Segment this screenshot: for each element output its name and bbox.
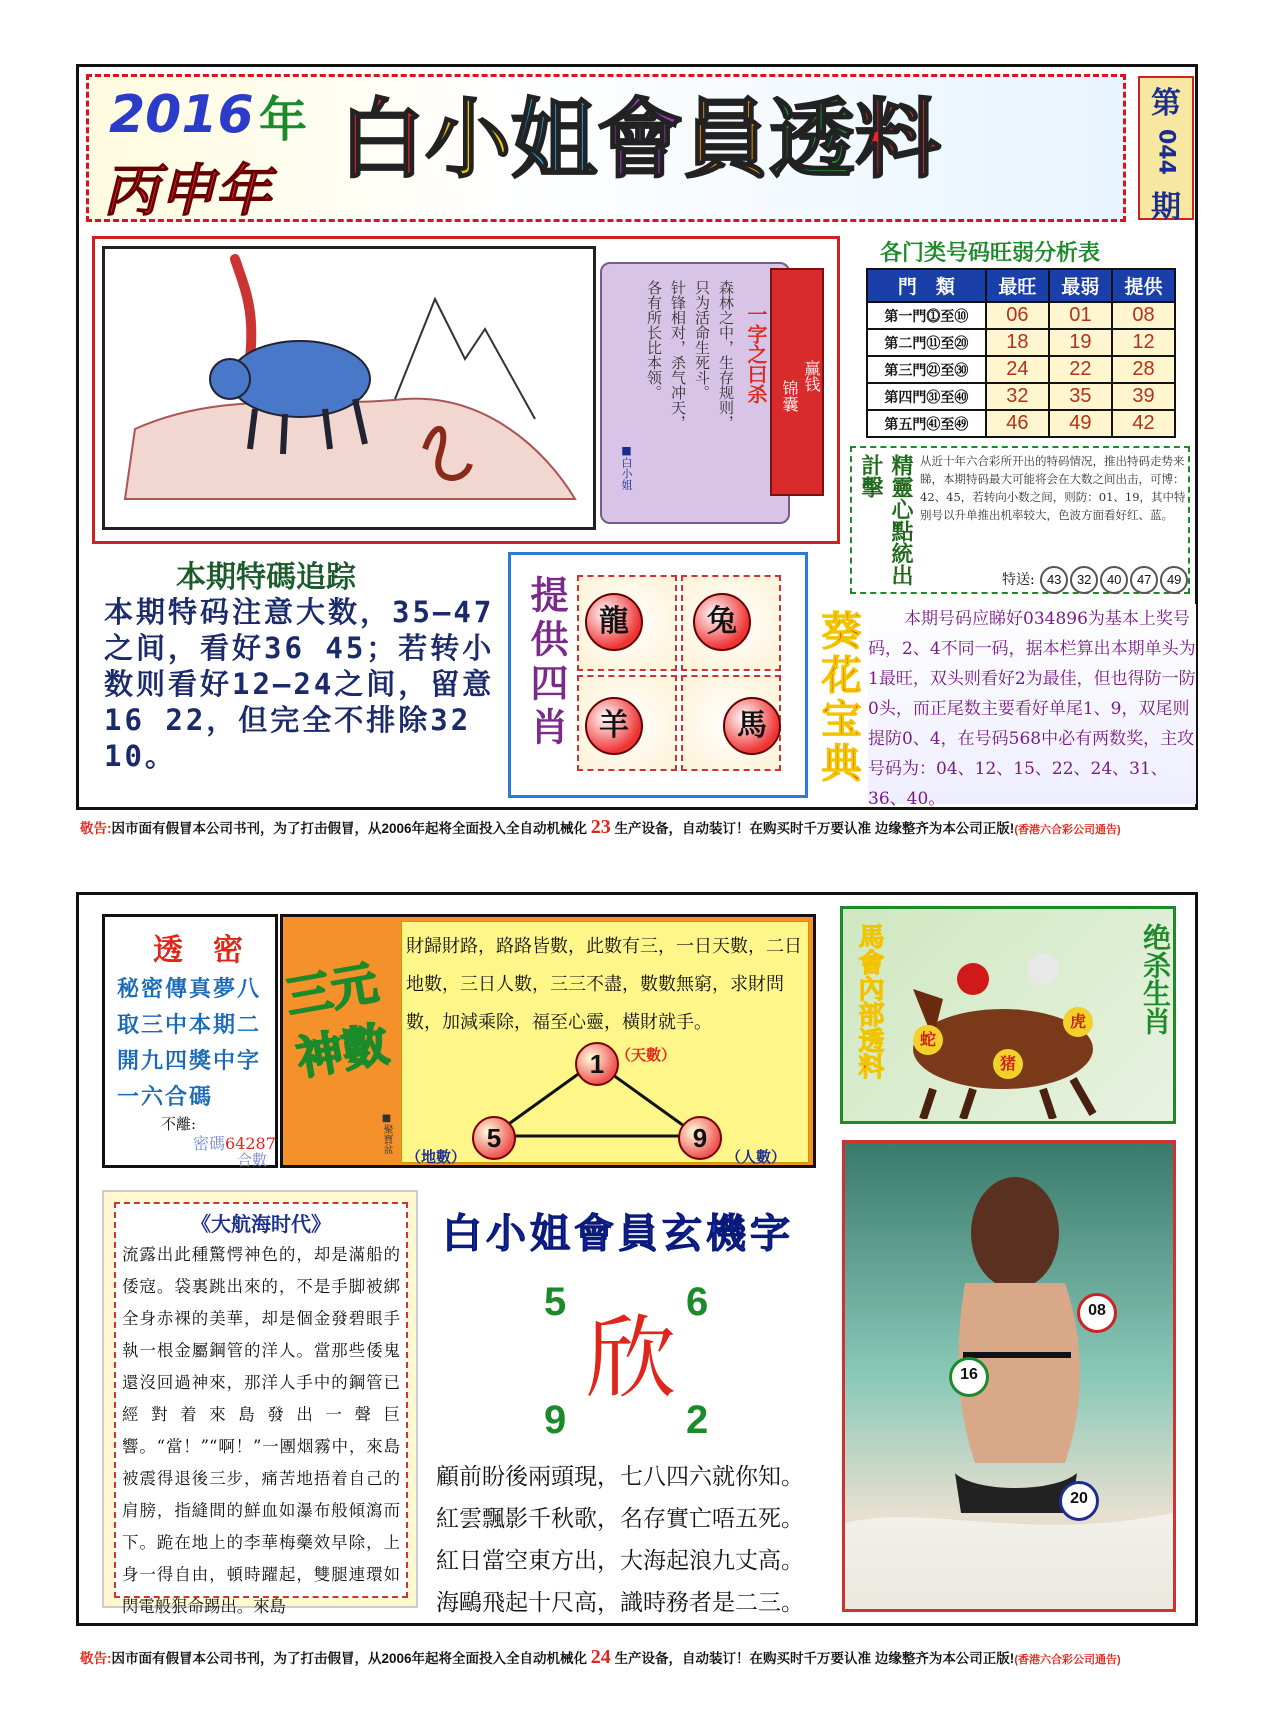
mystery-num-bl: 9 [544, 1398, 567, 1442]
issue-suffix: 期 [1151, 190, 1181, 225]
special-row [1002, 566, 1189, 594]
special-ball: 49 [1160, 566, 1188, 594]
zodiac-goat: 羊 [585, 697, 643, 755]
row-label: 第五門㊶至㊾ [867, 410, 986, 437]
beach-photo [842, 1140, 1176, 1612]
horse-tag-snake: 蛇 [913, 1025, 943, 1055]
special-ball: 47 [1130, 566, 1158, 594]
title-char-4: 會 [597, 90, 683, 190]
horse-side-left: 馬會內部透料 [854, 923, 884, 1079]
cell-min: 49 [1049, 410, 1112, 437]
secret-box [102, 914, 278, 1168]
secret-code-label: 密碼 [193, 1134, 226, 1153]
four-zodiac-box [508, 552, 808, 798]
secret-text: 秘密傳真夢八取三中本期二開九四獎中字一六合碼 [117, 976, 262, 1110]
bag-label-right: 赢钱 [802, 360, 821, 392]
scroll-line-1: 森林之中，生存规则， [717, 280, 735, 430]
table-row [867, 329, 1175, 356]
title-char-7: 料 [855, 90, 941, 190]
warning-tail: (香港六合彩公司通告) [1014, 824, 1121, 836]
year-label: 2016 [109, 85, 254, 145]
mystery-num-tl: 5 [544, 1280, 567, 1324]
zodiac-horse: 馬 [723, 697, 781, 755]
tracking-text: 本期特码注意大数，35—47之间，看好36 45；若转小数则看好12—24之间，留意16 22，但完全不排除32 10。 [104, 595, 495, 773]
poem-line-2: 紅雲飄影千秋歌，名存實亡唔五死。 [436, 1506, 804, 1532]
title-char-5: 員 [683, 90, 769, 190]
row-label: 第二門⑪至⑳ [867, 329, 986, 356]
horse-tag-pig: 猪 [993, 1049, 1023, 1079]
table-row [867, 302, 1175, 329]
table-row [867, 383, 1175, 410]
mystery-poem [436, 1456, 836, 1624]
poem-line-4: 海鷗飛起十尺高，識時務者是二三。 [436, 1590, 804, 1616]
photo-ball-08: 08 [1077, 1293, 1117, 1333]
number-ball-right: 9 [678, 1116, 722, 1160]
mystery-title: 白小姐會員玄機字 [442, 1210, 794, 1257]
zodiac-dragon: 龍 [585, 593, 643, 651]
row-label: 第四門㉛至㊵ [867, 383, 986, 410]
zodiac-cell-horse [681, 675, 781, 771]
title-char-3: 姐 [511, 90, 597, 190]
number-ball-top: 1 [575, 1042, 619, 1086]
poem-line-3: 紅日當空東方出，大海起浪九丈高。 [436, 1548, 804, 1574]
cell-max: 06 [986, 302, 1049, 329]
sunflower-text: 本期号码应睇好034896为基本上奖号码，2、4不同一码，据本栏算出本期单头为1最旺，双头则看好2为最佳，但也得防一防0头，而正尾数主要看好单尾1、9，双尾则提防0、4，在号码568中必有两数奖，主攻号码为：04、12、15、22、24、31、36、40。 [868, 604, 1196, 804]
photo-ball-20: 20 [1059, 1481, 1099, 1521]
col-min: 最弱 [1049, 269, 1112, 302]
page-title [339, 90, 1119, 190]
cell-min: 22 [1049, 356, 1112, 383]
cell-min: 35 [1049, 383, 1112, 410]
secret-buli: 不離: [161, 1115, 197, 1133]
scroll-text [642, 280, 738, 500]
warning-text-a: 因市面有假冒本公司书刊，为了打击假冒，从2006年起将全面投入全自动机械化 [111, 821, 588, 836]
cell-give: 12 [1112, 329, 1175, 356]
col-give: 提供 [1112, 269, 1175, 302]
cell-max: 32 [986, 383, 1049, 410]
nian-label: 年 [259, 92, 308, 148]
zodiac-cell-dragon [577, 575, 677, 671]
story-inner [114, 1202, 408, 1616]
ox-snake-illustration [102, 246, 596, 530]
precise-text: 从近十年六合彩所开出的特码情况，推出特码走势来睇，本期特码最大可能将会在大数之间出击，可博：42、45，若转向小数之间，则防：01、19，其中特别号以升单推出机率较大，色波方面看好红、蓝。 [920, 454, 1186, 522]
zodiac-cell-rabbit [681, 575, 781, 671]
four-zodiac-label: 提供四肖 [524, 575, 569, 751]
analysis-table [866, 268, 1176, 438]
secret-code-value: 64287 [225, 1134, 276, 1153]
special-ball: 43 [1040, 566, 1068, 594]
label-tian: （天數） [616, 1046, 677, 1064]
horse-box [840, 906, 1176, 1124]
scroll-line-3: 针锋相对，杀气冲天， [669, 280, 687, 430]
cell-give: 39 [1112, 383, 1175, 410]
photo-ball-16: 16 [949, 1357, 989, 1397]
col-max: 最旺 [986, 269, 1049, 302]
mystery-char: 欣 [586, 1306, 676, 1411]
sanyuan-poem: 財歸財路，路路皆數，此數有三，一日天數，二日地數，三日人數，三三不盡，數數無窮，求財問數，加減乘除，福至心靈，橫財就手。 [406, 936, 802, 1033]
story-text: 流露出此種驚愕神色的，却是滿船的倭寇。袋裏跳出來的，不是手脚被綁全身赤裸的美華，却是個金發碧眼手執一根金屬鋼管的洋人。當那些倭鬼還沒回過神來，那洋人手中的鋼管已經對着來島發出一聲巨響。“當！”“啊！”一團烟霧中，來島被震得退後三步，痛苦地捂着自己的肩膀，指縫間的鮮血如瀑布般傾瀉而下。跪在地上的李華梅藥效早除，上身一得自由，頓時躍起，雙腿連環如閃電般狠命踢出。來島 [122, 1245, 400, 1616]
issue-prefix: 第 [1151, 86, 1181, 121]
secret-sum: 合數 [237, 1151, 268, 1169]
warning-text-b: 生产设备，自动装订！在购买时千万要认准 边缘整齐为本公司正版! [614, 821, 1015, 836]
warning-notice-1 [80, 816, 1196, 839]
zodiac-cell-goat [577, 675, 677, 771]
table-row [867, 410, 1175, 437]
warning-notice-2 [80, 1646, 1196, 1669]
title-char-6: 透 [769, 90, 855, 190]
title-char-1: 白 [339, 90, 425, 190]
tracking-title: 本期特碼追踪 [176, 560, 356, 595]
row-label: 第一門⓵至⑩ [867, 302, 986, 329]
sanyuan-title: 三元神數 [281, 955, 393, 1086]
cell-min: 01 [1049, 302, 1112, 329]
analysis-title: 各门类号码旺弱分析表 [880, 240, 1101, 266]
page-number: 24 [590, 1646, 611, 1668]
horse-side-right: 绝杀生肖 [1139, 923, 1172, 1035]
ox-snake-drawing [105, 249, 593, 527]
precise-side-label: 精靈心點統出計擊 [858, 454, 914, 586]
special-ball: 40 [1100, 566, 1128, 594]
story-box [102, 1190, 418, 1616]
special-label: 特送: [1002, 572, 1035, 588]
bag-label-left: 锦囊 [780, 380, 799, 412]
cell-max: 46 [986, 410, 1049, 437]
cell-give: 08 [1112, 302, 1175, 329]
scroll-line-4: 各有所长比本领。 [645, 280, 663, 400]
cell-give: 42 [1112, 410, 1175, 437]
issue-badge [1138, 76, 1194, 225]
zodiac-rabbit: 兔 [693, 593, 751, 651]
header-banner [86, 74, 1126, 222]
sanyuan-inner [401, 921, 809, 1166]
row-label: 第三門㉑至㉚ [867, 356, 986, 383]
mystery-num-tr: 6 [686, 1280, 709, 1324]
warning-text-b: 生产设备，自动装订！在购买时千万要认准 边缘整齐为本公司正版! [614, 1651, 1015, 1666]
horse-tag-tiger: 虎 [1063, 1007, 1093, 1037]
warning-label: 敬告: [80, 1651, 112, 1666]
cell-min: 19 [1049, 329, 1112, 356]
label-di: （地數） [406, 1148, 467, 1166]
page-number: 23 [590, 816, 611, 838]
number-ball-left: 5 [472, 1116, 516, 1160]
woman-figure [845, 1143, 1173, 1609]
special-ball: 32 [1070, 566, 1098, 594]
poem-line-1: 顧前盼後兩頭現，七八四六就你知。 [436, 1464, 804, 1490]
cell-max: 24 [986, 356, 1049, 383]
story-title: 《大航海时代》 [191, 1212, 331, 1236]
col-category: 門 類 [867, 269, 986, 302]
precise-box [850, 446, 1190, 594]
ganzhi-label: 丙申年 [103, 158, 271, 224]
table-row [867, 356, 1175, 383]
cell-max: 18 [986, 329, 1049, 356]
warning-tail: (香港六合彩公司通告) [1014, 1654, 1121, 1666]
issue-number: 044 [1153, 129, 1179, 175]
sunflower-label: 葵花宝典 [815, 610, 862, 786]
scroll-line-2: 只为活命生死斗。 [693, 280, 711, 400]
label-ren: （人數） [726, 1148, 787, 1166]
scroll-sign: ■白小姐 [620, 444, 633, 490]
secret-title: 透 密 [153, 933, 243, 968]
scroll-title: 一字之曰杀 [744, 304, 768, 404]
mystery-num-br: 2 [686, 1398, 709, 1442]
warning-label: 敬告: [80, 821, 112, 836]
scroll [600, 262, 790, 524]
lucky-bag [770, 268, 824, 496]
sanyuan-box [280, 914, 816, 1168]
sanyuan-mark: ■聚寶盆 [381, 1113, 392, 1154]
title-char-2: 小 [425, 90, 511, 190]
warning-text-a: 因市面有假冒本公司书刊，为了打击假冒，从2006年起将全面投入全自动机械化 [111, 1651, 588, 1666]
cell-give: 28 [1112, 356, 1175, 383]
